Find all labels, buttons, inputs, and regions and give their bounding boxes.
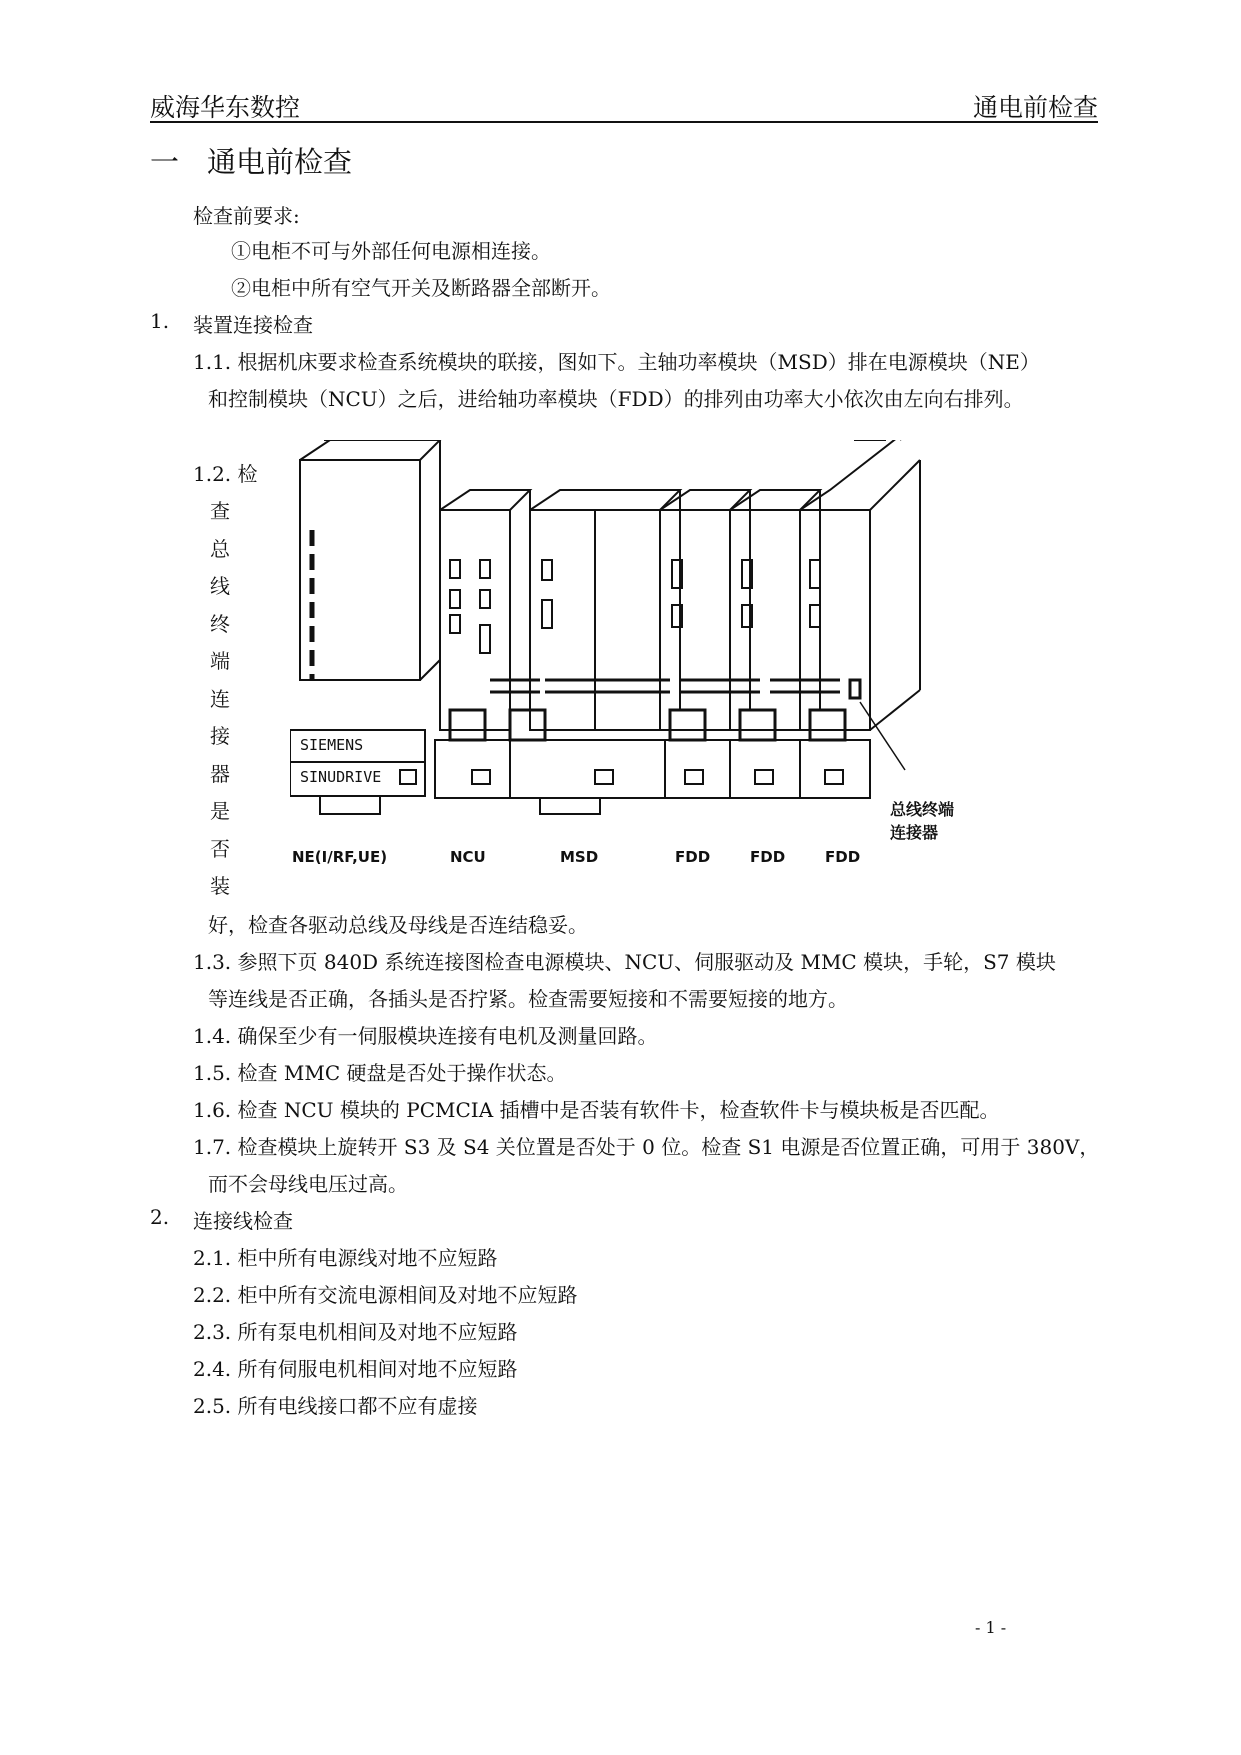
fdd-module-3 — [800, 440, 920, 798]
pre-check-item: ②电柜中所有空气开关及断路器全部断开。 — [231, 276, 611, 300]
module-label-ne: NE(I/RF,UE) — [292, 848, 388, 866]
p12-vertical-char: 连 — [210, 686, 230, 711]
s2-item: 2.4. 所有伺服电机相间对地不应短路 — [193, 1357, 518, 1381]
pre-check-item: ①电柜不可与外部任何电源相连接。 — [231, 239, 551, 263]
p13-line2: 等连线是否正确，各插头是否拧紧。检查需要短接和不需要短接的地方。 — [208, 987, 848, 1011]
s2-title: 连接线检查 — [193, 1209, 293, 1233]
p16: 1.6. 检查 NCU 模块的 PCMCIA 插槽中是否装有软件卡，检查软件卡与模块板是否匹配。 — [193, 1098, 1000, 1122]
s2-item: 2.3. 所有泵电机相间及对地不应短路 — [193, 1320, 518, 1344]
p17-line2: 而不会母线电压过高。 — [208, 1172, 408, 1196]
panel-text-siemens: SIEMENS — [300, 736, 364, 754]
p12-vertical-char: 端 — [210, 649, 230, 673]
ne-module — [290, 440, 440, 814]
p12-vertical-char: 终 — [210, 611, 230, 636]
p12-vertical-char: 是 — [210, 799, 230, 823]
module-label-fdd-1: FDD — [675, 848, 711, 866]
p17-line1: 1.7. 检查模块上旋转开 S3 及 S4 关位置是否处于 0 位。检查 S1 电源是否位置正确，可用于 380V， — [193, 1135, 1100, 1159]
module-label-fdd-2: FDD — [750, 848, 786, 866]
page-number: - 1 - — [975, 1618, 1007, 1637]
module-label-fdd-3: FDD — [825, 848, 861, 866]
p14: 1.4. 确保至少有一伺服模块连接有电机及测量回路。 — [193, 1024, 658, 1048]
s2-item: 2.5. 所有电线接口都不应有虚接 — [193, 1394, 478, 1418]
p11-line2: 和控制模块（NCU）之后，进给轴功率模块（FDD）的排列由功率大小依次由左向右排列。 — [208, 387, 1024, 411]
s1-title: 装置连接检查 — [193, 313, 313, 337]
header-left: 威海华东数控 — [150, 93, 301, 122]
module-label-ncu: NCU — [450, 848, 486, 866]
p12-vertical-char: 总 — [210, 536, 230, 561]
header-right: 通电前检查 — [972, 93, 1098, 122]
pre-check-title: 检查前要求: — [193, 204, 300, 228]
callout-line — [860, 702, 905, 770]
s2-item: 2.2. 柜中所有交流电源相间及对地不应短路 — [193, 1283, 578, 1307]
module-arrangement-figure — [290, 440, 960, 880]
p13-line1: 1.3. 参照下页 840D 系统连接图检查电源模块、NCU、伺服驱动及 MMC 模块，手轮，S7 模块 — [193, 950, 1056, 974]
module-label-msd: MSD — [560, 848, 599, 866]
s1-number: 1. — [150, 309, 170, 333]
s2-number: 2. — [150, 1205, 170, 1229]
p11-line1: 1.1. 根据机床要求检查系统模块的联接，图如下。主轴功率模块（MSD）排在电源模块（NE） — [193, 350, 1040, 374]
p12-vertical-char: 查 — [210, 499, 230, 523]
section-number: 一 — [150, 145, 180, 179]
p12-vertical-char: 装 — [210, 874, 230, 898]
header-rule — [150, 121, 1098, 123]
s2-item: 2.1. 柜中所有电源线对地不应短路 — [193, 1246, 498, 1270]
p12-vertical-char: 否 — [210, 836, 230, 861]
p12-label: 1.2. 检 — [193, 462, 258, 486]
p12-cont: 好，检查各驱动总线及母线是否连结稳妥。 — [208, 913, 588, 937]
ncu-module — [435, 490, 530, 798]
p12-vertical-char: 接 — [210, 724, 230, 748]
msd-module — [510, 490, 680, 814]
callout-line2: 连接器 — [890, 823, 939, 842]
fdd-module-1 — [660, 490, 750, 798]
panel-text-sinudrive: SINUDRIVE — [300, 768, 382, 786]
fdd-module-2 — [730, 490, 820, 798]
callout-line1: 总线终端 — [890, 800, 955, 819]
section-title: 通电前检查 — [207, 145, 353, 179]
p12-vertical-char: 器 — [210, 761, 230, 786]
p15: 1.5. 检查 MMC 硬盘是否处于操作状态。 — [193, 1061, 567, 1085]
p12-vertical-char: 线 — [210, 574, 230, 598]
